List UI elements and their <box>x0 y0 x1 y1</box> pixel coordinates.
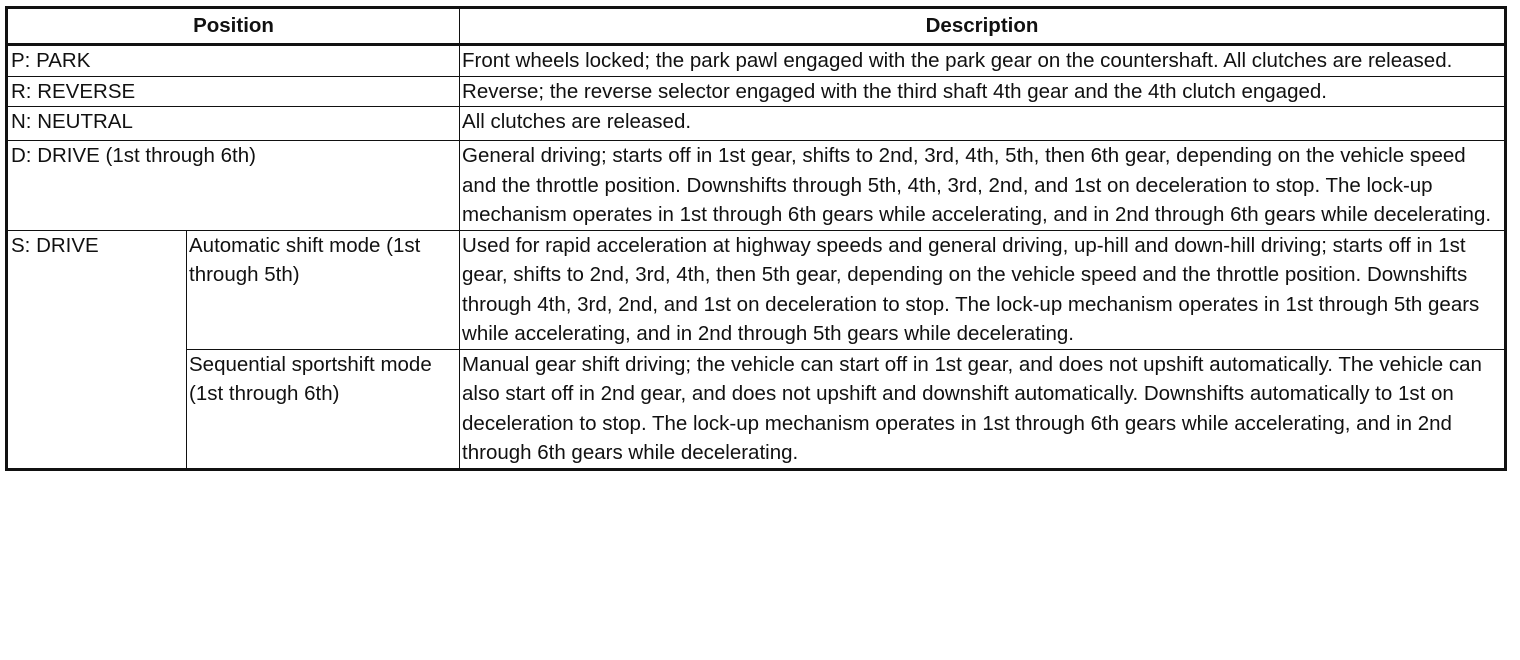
table-row-s-drive-sequential <box>7 349 1506 469</box>
table-row-drive <box>7 141 1506 231</box>
description-header: Description <box>460 8 1506 45</box>
position-cell: D: DRIVE (1st through 6th) <box>7 141 460 231</box>
mode-cell: Automatic shift mode (1st through 5th) <box>187 230 460 349</box>
description-cell: General driving; starts off in 1st gear, shifts to 2nd, 3rd, 4th, 5th, then 6th gear, depending on the vehicle speed and the throttle position. Downshifts through 5th, 4th, 3rd, 2nd, and 1st on deceleration to stop. The lock-up mechanism operates in 1st through 6th gears while accelerating, and in 2nd through 6th gears while decelerating. <box>460 141 1506 231</box>
table-row-reverse <box>7 76 1506 107</box>
mode-cell: Sequential sportshift mode (1st through 6th) <box>187 349 460 469</box>
description-cell: Used for rapid acceleration at highway speeds and general driving, up-hill and down-hill driving; starts off in 1st gear, shifts to 2nd, 3rd, 4th, then 5th gear, depending on the vehicle speed and the throttle position. Downshifts through 4th, 3rd, 2nd, and 1st on deceleration to stop. The lock-up mechanism operates in 1st through 5th gears while accelerating, and in 2nd through 5th gears while decelerating. <box>460 230 1506 349</box>
table-row-neutral <box>7 107 1506 141</box>
header-row <box>7 8 1506 45</box>
table-row-s-drive-automatic <box>7 230 1506 349</box>
position-cell: N: NEUTRAL <box>7 107 460 141</box>
position-cell: P: PARK <box>7 45 460 77</box>
description-cell: Manual gear shift driving; the vehicle can start off in 1st gear, and does not upshift automatically. The vehicle can also start off in 2nd gear, and does not upshift and downshift automatically. Downshifts automatically to 1st on deceleration to stop. The lock-up mechanism operates in 1st through 6th gears while accelerating, and in 2nd through 6th gears while decelerating. <box>460 349 1506 469</box>
position-cell: S: DRIVE <box>7 230 187 469</box>
shift-position-table <box>5 6 1507 471</box>
description-cell: Front wheels locked; the park pawl engaged with the park gear on the countershaft. All clutches are released. <box>460 45 1506 77</box>
position-header: Position <box>7 8 460 45</box>
table-row-park <box>7 45 1506 77</box>
position-cell: R: REVERSE <box>7 76 460 107</box>
description-cell: All clutches are released. <box>460 107 1506 141</box>
description-cell: Reverse; the reverse selector engaged with the third shaft 4th gear and the 4th clutch engaged. <box>460 76 1506 107</box>
